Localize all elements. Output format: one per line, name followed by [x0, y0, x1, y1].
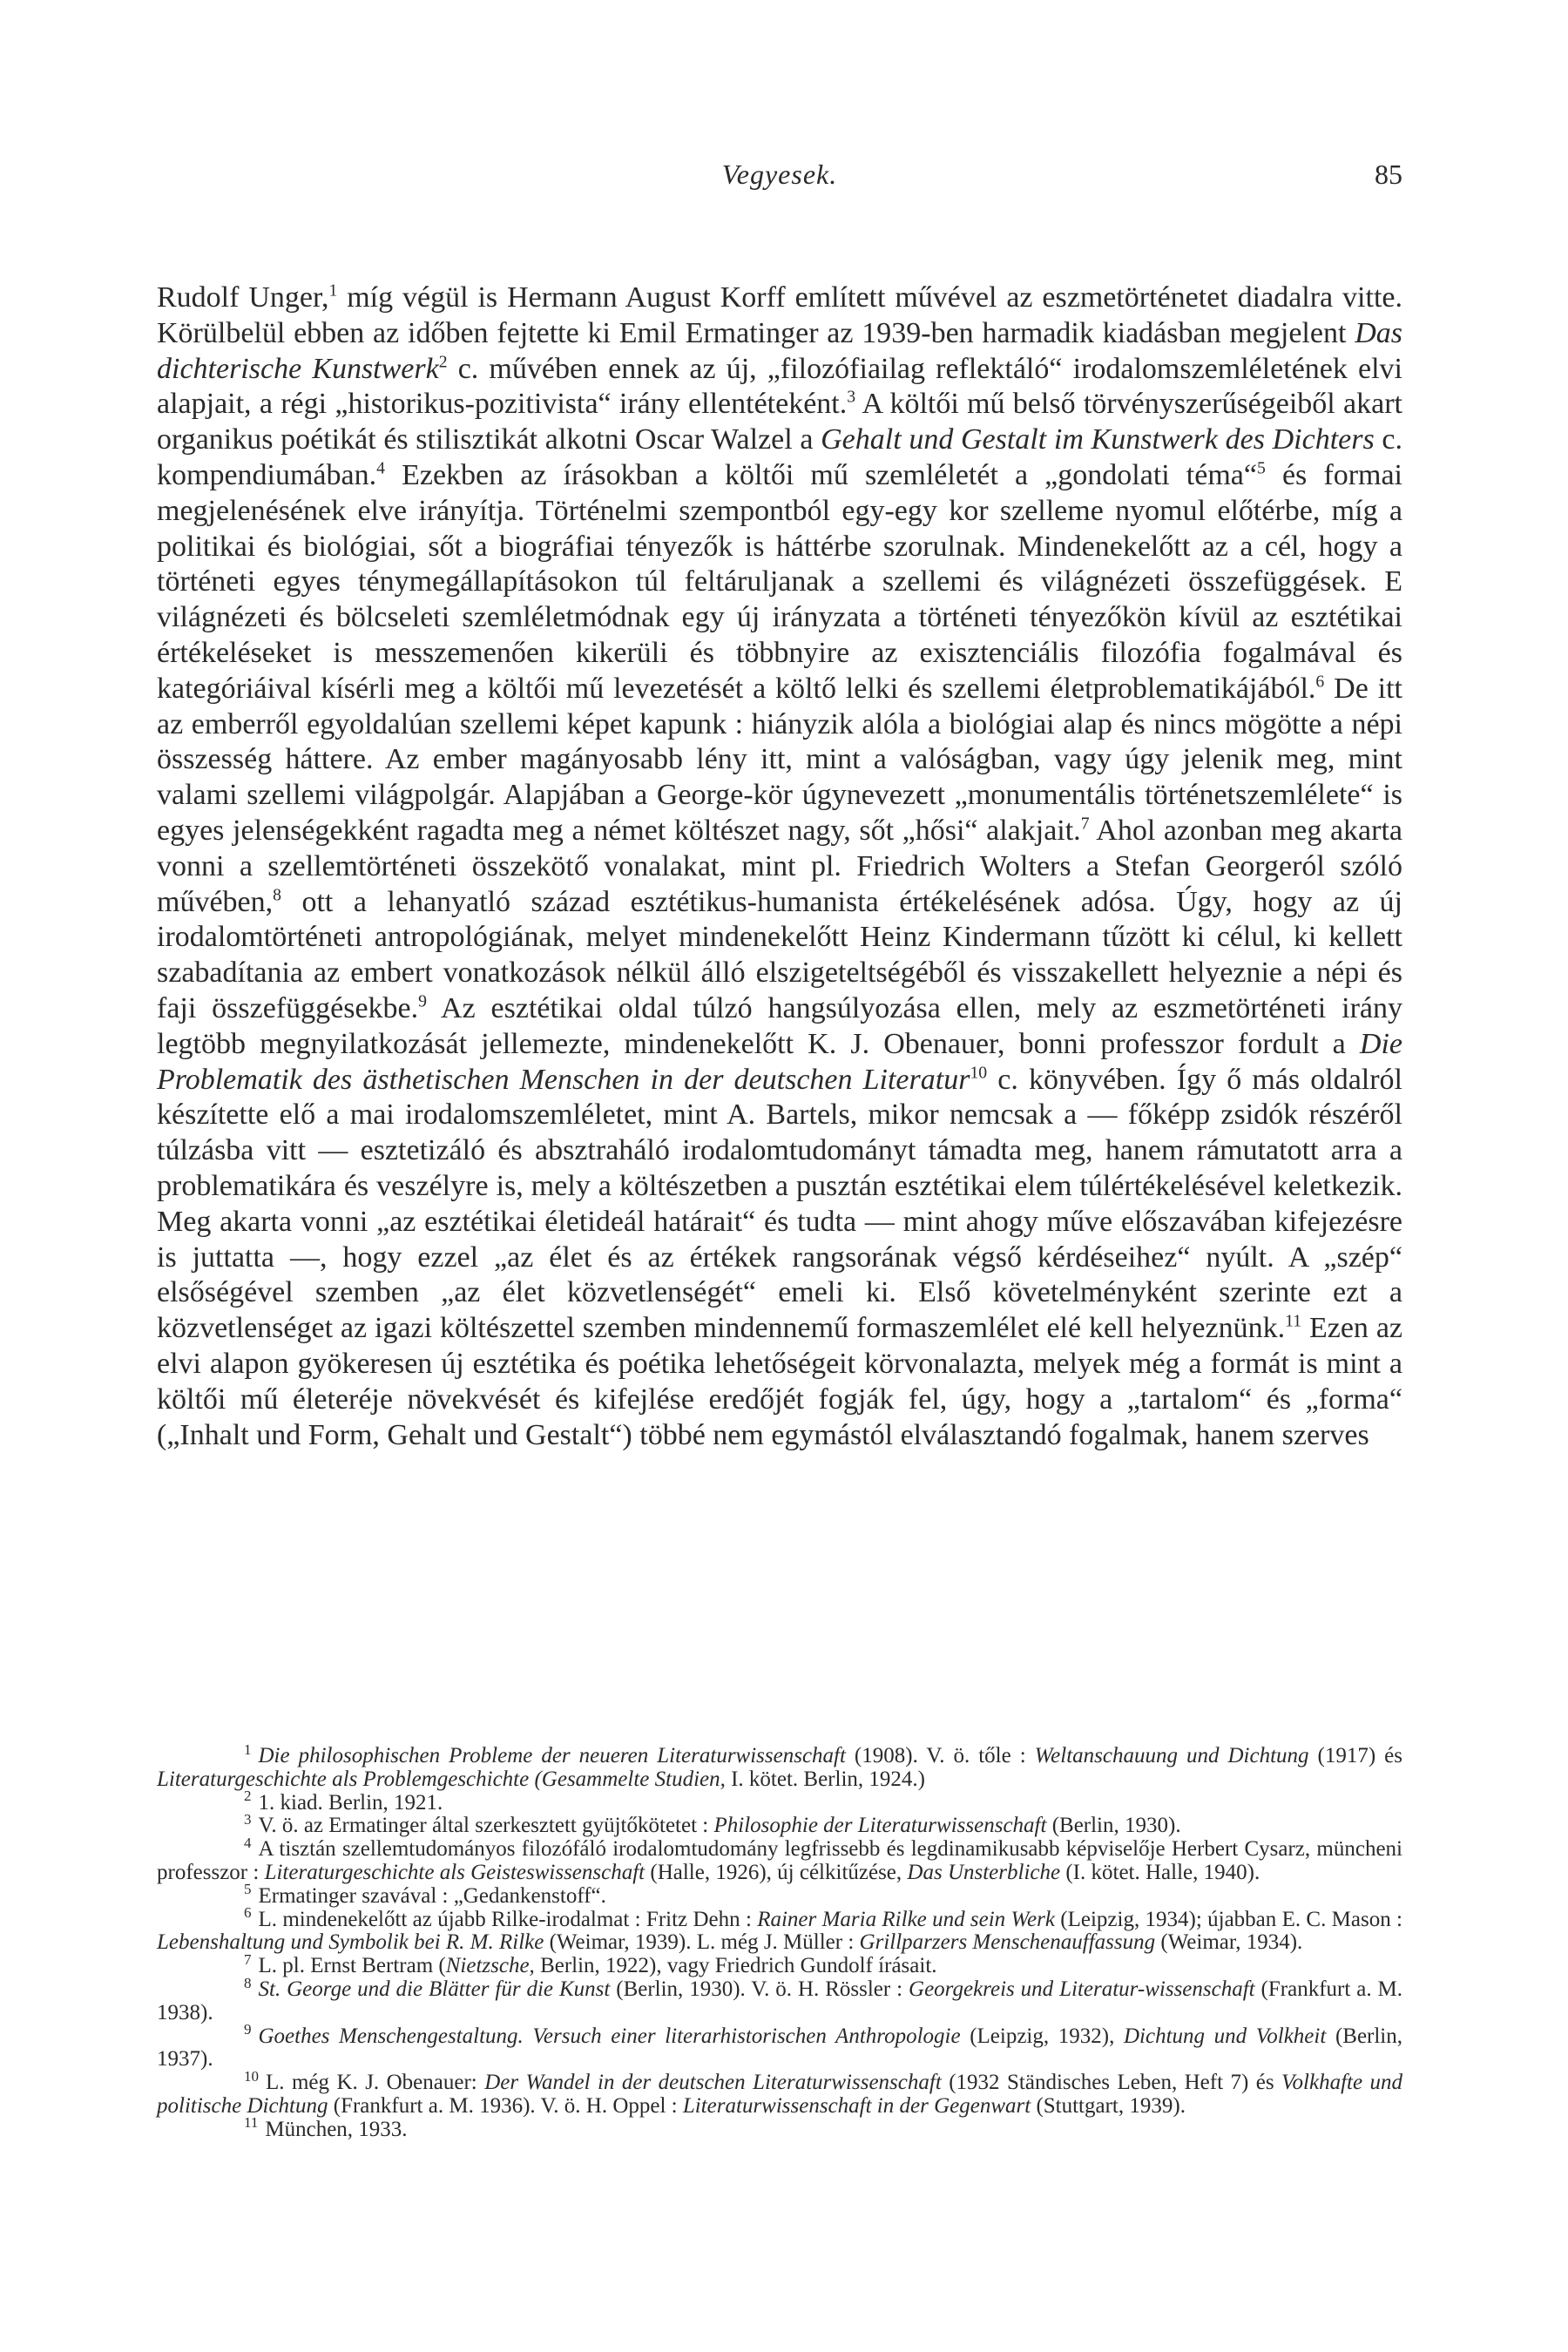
footnote-number: 3 — [244, 1811, 252, 1828]
footnote-number: 8 — [244, 1974, 252, 1991]
footnote-ref: 10 — [970, 1063, 988, 1083]
page-number: 85 — [1375, 159, 1402, 190]
footnote-ref: 8 — [273, 885, 281, 905]
footnote: $^{10}$ L. még K. J. Obenauer: Der Wandel in der deutschen Literaturwissenschaft (1932 Ständisches Leben, Heft 7) és Volkhafte und politische Dichtung (Frankfurt a. M. 1936). V. ö. H. Oppel : Literaturwissenschaft in der Gegenwart (Stuttgart, 1939). — [157, 2067, 1403, 2118]
footnote: $^2$ 1. kiad. Berlin, 1921. — [244, 1788, 443, 1815]
footnote: $^3$ V. ö. az Ermatinger által szerkesztett gyüjtőkötetet : Philosophie der Literaturwissenschaft (Berlin, 1930). — [244, 1811, 1181, 1838]
footnote: $^1$ Die philosophischen Probleme der neueren Literaturwissenschaft (1908). V. ö. tőle : Weltanschauung und Dichtung (1917) és Literaturgeschichte als Problemgeschichte (Gesammelte Studien, I. kötet. Berlin, 1924.) — [157, 1740, 1403, 1791]
footnote: $^9$ Goethes Menschengestaltung. Versuch einer literarhistorischen Anthropologie (Leipzig, 1932), Dichtung und Volkheit (Berlin, 1937). — [157, 2021, 1403, 2072]
footnote-number: 1 — [244, 1740, 252, 1758]
footnote-ref: 1 — [328, 280, 338, 301]
footnotes — [157, 1740, 1403, 2142]
footnote: $^7$ L. pl. Ernst Bertram (Nietzsche, Berlin, 1922), vagy Friedrich Gundolf írásait. — [244, 1950, 937, 1978]
footnote: $^5$ Ermatinger szavával : „Gedankenstoff“. — [244, 1881, 606, 1908]
footnote-ref: 7 — [1080, 814, 1090, 834]
main-text — [157, 280, 1402, 1453]
body-paragraph: Rudolf Unger,$^1$ míg végül is Hermann August Korff említett művével az eszmetörténetet diadalra vitte. Körülbelül ebben az időben fejtette ki Emil Ermatinger az 1939-ben harmadik kiadásban megjelent Das dichterische Kunstwerk$^2$ c. művében ennek az új, „filozófiailag reflektáló“ irodalomszemléletének elvi alapjait, a régi „historikus-pozitivista“ irány ellentéteként.$^3$ A költői mű belső törvényszerűségeiből akart organikus poétikát és stilisztikát alkotni Oscar Walzel a Gehalt und Gestalt im Kunstwerk des Dichters c. kompendiumában.$^4$ Ezekben az írásokban a költői mű szemléletét a „gondolati téma“$^5$ és formai megjelenésének elve irányítja. Történelmi szempontból egy-egy kor szelleme nyomul előtérbe, míg a politikai és biológiai, sőt a biográfiai tényezők is háttérbe szorulnak. Mindenekelőtt az a cél, hogy a történeti egyes ténymegállapításokon túl feltáruljanak a szellemi és világnézeti összefüggések. E világnézeti és bölcseleti szemléletmódnak egy új irányzata a történeti tényezőkön kívül az esztétikai értékeléseket is messzemenően kikerüli és többnyire az exisztenciális filozófia fogalmával és kategóriáival kísérli meg a költői mű levezetését a költő lelki és szellemi életproblematikájából.$^6$ De itt az emberről egyoldalúan szellemi képet kapunk : hiányzik alóla a biológiai alap és nincs mögötte a népi összesség háttere. Az ember magányosabb lény itt, mint a valóságban, vagy úgy jelenik meg, mint valami szellemi világpolgár. Alapjában a George-kör úgynevezett „monumentális történetszemlélete“ is egyes jelenségekként ragadta meg a német költészet nagy, sőt „hősi“ alakjait.$^7$ Ahol azonban meg akarta vonni a szellemtörténeti összekötő vonalakat, mint pl. Friedrich Wolters a Stefan Georgeról szóló művében,$^8$ ott a lehanyatló század esztétikus-humanista értékelésének adósa. Úgy, hogy az új irodalomtörténeti antropológiának, melyet mindenekelőtt Heinz Kindermann tűzött ki célul, ki kellett szabadítania az embert vonatkozások nélkül álló elszigeteltségéből és visszakellett helyeznie a népi és faji összefüggésekbe.$^9$ Az esztétikai oldal túlzó hangsúlyozása ellen, mely az eszmetörténeti irány legtöbb megnyilatkozását jellemezte, mindenekelőtt K. J. Obenauer, bonni professzor fordult a Die Problematik des ästhetischen Menschen in der deutschen Literatur$^{10}$ c. könyvében. Így ő más oldalról készítette elő a mai irodalomszemléletet, mint A. Bartels, mikor nemcsak a — főképp zsidók részéről túlzásba vitt — esztetizáló és absztraháló irodalomtudományt támadta meg, hanem rámutatott arra a problematikára és veszélyre is, mely a költészetben a pusztán esztétikai elem túlértékelésével keletkezik. Meg akarta vonni „az esztétikai életideál határait“ és tudta — mint ahogy műve előszavában kifejezésre is juttatta —, hogy ezzel „az élet és az értékek rangsorának végső kérdéseihez“ nyúlt. A „szép“ elsőségével szemben „az élet közvetlenségét“ emeli ki. Első követelményként szerinte ezt a közvetlenséget az igazi költészettel szemben mindennemű formaszemlélet elé kell helyeznünk.$^{11}$ Ezen az elvi alapon gyökeresen új esztétika és poétika lehetőségeit körvonalazta, melyek még a formát is mint a költői mű életeréje növekvését és kifejlése eredőjét fogják fel, úgy, hogy a „tartalom“ és „forma“ („Inhalt und Form, Gehalt und Gestalt“) többé nem egymástól elválasztandó fogalmak, hanem szerves — [157, 280, 1402, 1451]
footnote-number: 2 — [244, 1788, 252, 1805]
running-head: Vegyesek. — [721, 159, 838, 190]
footnote-number: 9 — [244, 2021, 252, 2038]
footnote: $^8$ St. George und die Blätter für die Kunst (Berlin, 1930). V. ö. H. Rössler : Georgekreis und Literatur-wissenschaft (Frankfurt a. M. 1938). — [157, 1974, 1402, 2024]
page-header — [157, 159, 1402, 197]
footnote-ref: 2 — [438, 352, 448, 372]
footnote-ref: 9 — [418, 991, 428, 1011]
footnote-ref: 5 — [1256, 458, 1266, 478]
footnote-ref: 6 — [1315, 672, 1325, 692]
footnote: $^4$ A tisztán szellemtudományos filozófáló irodalomtudomány legfrissebb és legdinamikusabb képviselője Herbert Cysarz, müncheni professzor : Literaturgeschichte als Geisteswissenschaft (Halle, 1926), új célkitűzése, Das Unsterbliche (I. kötet. Halle, 1940). — [157, 1834, 1402, 1884]
footnote-ref: 3 — [847, 388, 856, 408]
footnote-number: 11 — [244, 2114, 259, 2132]
footnote-ref: 4 — [376, 458, 385, 478]
footnote-ref: 11 — [1285, 1311, 1302, 1331]
footnote: $^6$ L. mindenekelőtt az újabb Rilke-irodalmat : Fritz Dehn : Rainer Maria Rilke und sein Werk (Leipzig, 1934); újabban E. C. Mason : Lebenshaltung und Symbolik bei R. M. Rilke (Weimar, 1939). L. még J. Müller : Grillparzers Menschenauffassung (Weimar, 1934). — [157, 1904, 1402, 1955]
footnote-number: 10 — [244, 2067, 259, 2085]
footnote: $^{11}$ München, 1933. — [244, 2114, 408, 2141]
footnote-number: 5 — [244, 1881, 252, 1898]
footnote-number: 7 — [244, 1950, 252, 1968]
footnote-number: 4 — [244, 1834, 252, 1851]
footnote-number: 6 — [244, 1904, 252, 1922]
